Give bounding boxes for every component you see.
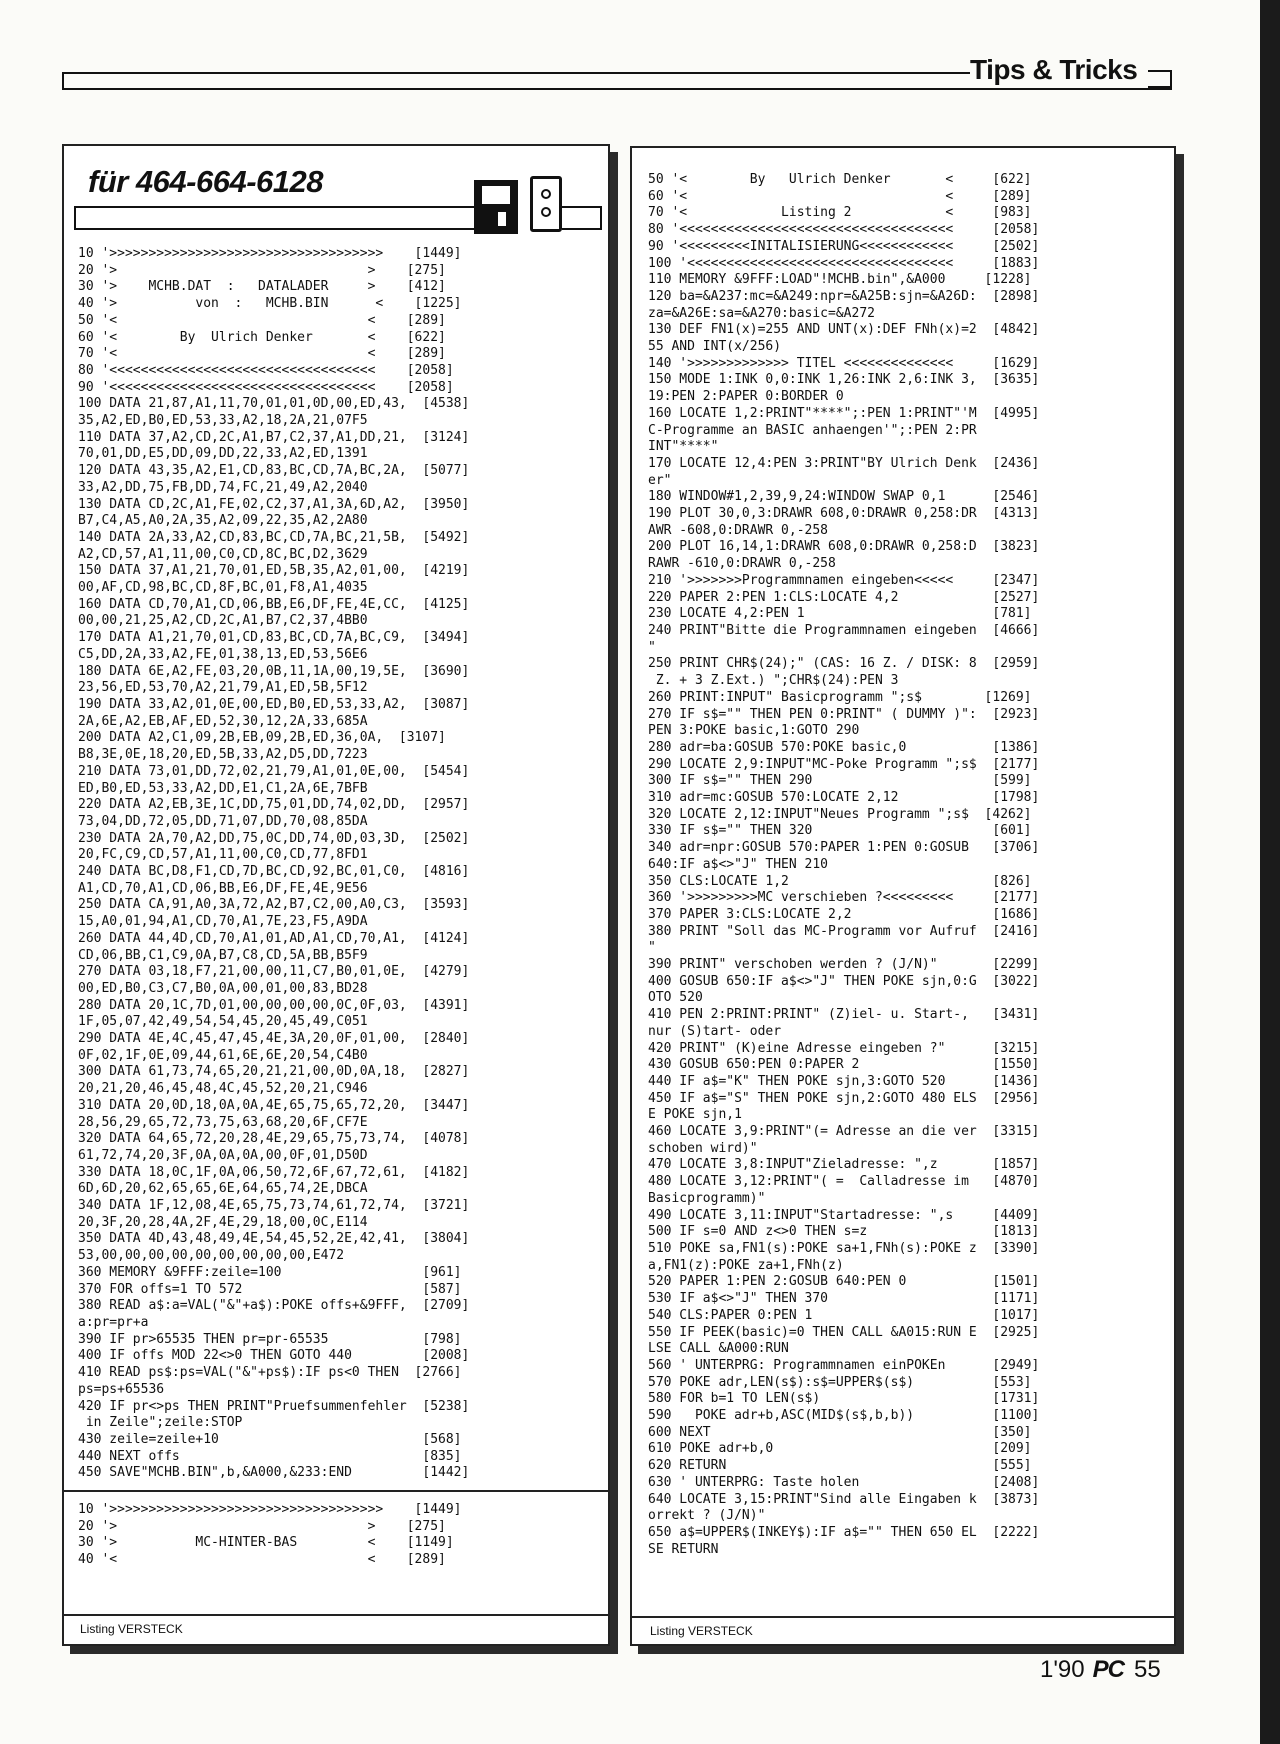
code-line: 320 DATA 64,65,72,20,28,4E,29,65,75,73,74, [4078]	[78, 1131, 470, 1147]
code-line: 430 GOSUB 650:PEN 0:PAPER 2 [1550]	[648, 1057, 1040, 1073]
code-line: 390 IF pr>65535 THEN pr=pr-65535 [798]	[78, 1331, 462, 1347]
code-line: 390 PRINT" verschoben werden ? (J/N)" [2299]	[648, 957, 1040, 973]
code-line: 380 READ a$:a=VAL("&"+a$):POKE offs+&9FFF, [2709]	[78, 1298, 470, 1314]
code-listing-2	[648, 172, 1039, 1558]
code-line: 410 PEN 2:PRINT:PRINT" (Z)iel- u. Start-, [3431]	[648, 1007, 1040, 1023]
code-line: PEN 3:POKE basic,1:GOTO 290	[648, 723, 860, 739]
code-line: OTO 520	[648, 990, 703, 1006]
floppy-disk-icon	[474, 180, 518, 234]
code-listing-datalader	[78, 246, 469, 1482]
code-line: 340 adr=npr:GOSUB 570:PAPER 1:PEN 0:GOSUB [3706]	[648, 840, 1040, 856]
code-line: 300 IF s$="" THEN 290 [599]	[648, 773, 1032, 789]
banner-box	[74, 206, 478, 230]
code-line: ps=ps+65536	[78, 1381, 165, 1397]
code-line: 53,00,00,00,00,00,00,00,00,00,E472	[78, 1248, 345, 1264]
code-line: 6D,6D,20,62,65,65,6E,64,65,74,2E,DBCA	[78, 1181, 368, 1197]
code-line: 90 '<<<<<<<<<<<<<<<<<<<<<<<<<<<<<<<<<< [2058]	[78, 379, 454, 395]
code-line: 73,04,DD,72,05,DD,71,07,DD,70,08,85DA	[78, 813, 368, 829]
code-line: 230 LOCATE 4,2:PEN 1 [781]	[648, 606, 1032, 622]
listing-caption: Listing VERSTECK	[650, 1624, 753, 1638]
code-line: A2,CD,57,A1,11,00,C0,CD,8C,BC,D2,3629	[78, 546, 368, 562]
code-line: a:pr=pr+a	[78, 1315, 149, 1330]
code-line: 30 '> MCHB.DAT : DATALADER > [412]	[78, 279, 446, 295]
code-line: 170 LOCATE 12,4:PEN 3:PRINT"BY Ulrich Denk [2436]	[648, 455, 1040, 471]
code-line: 20,21,20,46,45,48,4C,45,52,20,21,C946	[78, 1081, 368, 1097]
code-line: 0F,02,1F,0E,09,44,61,6E,6E,20,54,C4B0	[78, 1047, 368, 1063]
code-line: 210 DATA 73,01,DD,72,02,21,79,A1,01,0E,00, [5454]	[78, 763, 470, 779]
code-line: 190 PLOT 30,0,3:DRAWR 608,0:DRAWR 0,258:DR [4313]	[648, 506, 1040, 522]
code-line: 140 '>>>>>>>>>>>>> TITEL <<<<<<<<<<<<<< [1629]	[648, 355, 1040, 371]
listing-panel-right	[630, 146, 1176, 1646]
code-line: 460 LOCATE 3,9:PRINT"(= Adresse an die ver [3315]	[648, 1124, 1040, 1140]
code-line: 280 DATA 20,1C,7D,01,00,00,00,00,0C,0F,03, [4391]	[78, 997, 470, 1013]
code-line: 610 POKE adr+b,0 [209]	[648, 1441, 1032, 1457]
code-line: 650 a$=UPPER$(INKEY$):IF a$="" THEN 650 EL [2222]	[648, 1524, 1040, 1540]
code-line: 110 DATA 37,A2,CD,2C,A1,B7,C2,37,A1,DD,21, [3124]	[78, 429, 470, 445]
code-line: 150 MODE 1:INK 0,0:INK 1,26:INK 2,6:INK 3, [3635]	[648, 372, 1040, 388]
code-line: orrekt ? (J/N)"	[648, 1508, 766, 1524]
code-line: 500 IF s=0 AND z<>0 THEN s=z [1813]	[648, 1224, 1040, 1240]
code-line: 120 ba=&A237:mc=&A249:npr=&A25B:sjn=&A26D: [2898]	[648, 288, 1040, 304]
code-line: 330 IF s$="" THEN 320 [601]	[648, 823, 1032, 839]
caption-divider	[632, 1616, 1174, 1618]
code-line: INT"****"	[648, 439, 719, 455]
code-line: ED,B0,ED,53,33,A2,DD,E1,C1,2A,6E,7BFB	[78, 780, 368, 796]
code-line: 620 RETURN [555]	[648, 1458, 1032, 1474]
code-line: 20 '> > [275]	[78, 1518, 446, 1534]
code-line: 480 LOCATE 3,12:PRINT"( = Calladresse im [4870]	[648, 1174, 1040, 1190]
code-line: B7,C4,A5,A0,2A,35,A2,09,22,35,A2,2A80	[78, 513, 368, 529]
code-line: 290 DATA 4E,4C,45,47,45,4E,3A,20,0F,01,00, [2840]	[78, 1031, 470, 1047]
code-line: 23,56,ED,53,70,A2,21,79,A1,ED,5B,5F12	[78, 680, 368, 696]
code-line: 130 DEF FN1(x)=255 AND UNT(x):DEF FNh(x)=2 [4842]	[648, 322, 1040, 338]
code-line: 160 LOCATE 1,2:PRINT"****";:PEN 1:PRINT"'M [4995]	[648, 405, 1040, 421]
code-line: SE RETURN	[648, 1541, 719, 1557]
code-line: 240 PRINT"Bitte die Programmnamen eingeben [4666]	[648, 622, 1040, 638]
listing-panel-left	[62, 144, 610, 1646]
code-line: 290 LOCATE 2,9:INPUT"MC-Poke Programm ";s$ [2177]	[648, 756, 1040, 772]
code-line: 360 '>>>>>>>>>MC verschieben ?<<<<<<<<< [2177]	[648, 890, 1040, 906]
code-line: 640:IF a$<>"J" THEN 210	[648, 856, 829, 872]
code-line: 160 DATA CD,70,A1,CD,06,BB,E6,DF,FE,4E,CC, [4125]	[78, 596, 470, 612]
cassette-tape-icon	[530, 176, 562, 232]
code-line: 280 adr=ba:GOSUB 570:POKE basic,0 [1386]	[648, 739, 1040, 755]
code-line: "	[648, 639, 656, 655]
code-line: E POKE sjn,1	[648, 1107, 742, 1123]
code-line: 15,A0,01,94,A1,CD,70,A1,7E,23,F5,A9DA	[78, 914, 368, 930]
code-line: 330 DATA 18,0C,1F,0A,06,50,72,6F,67,72,61, [4182]	[78, 1164, 470, 1180]
code-line: 80 '<<<<<<<<<<<<<<<<<<<<<<<<<<<<<<<<<< [2058]	[78, 362, 454, 378]
code-line: LSE CALL &A000:RUN	[648, 1341, 789, 1357]
code-line: a,FN1(z):POKE za+1,FNh(z)	[648, 1257, 844, 1273]
code-line: 90 '<<<<<<<<<INITALISIERUNG<<<<<<<<<<<< [2502]	[648, 238, 1040, 254]
section-title: Tips & Tricks	[970, 54, 1138, 85]
code-line: 220 DATA A2,EB,3E,1C,DD,75,01,DD,74,02,DD, [2957]	[78, 797, 470, 813]
code-line: 20,3F,20,28,4A,2F,4E,29,18,00,0C,E114	[78, 1214, 368, 1230]
code-line: 530 IF a$<>"J" THEN 370 [1171]	[648, 1291, 1040, 1307]
code-line: A1,CD,70,A1,CD,06,BB,E6,DF,FE,4E,9E56	[78, 880, 368, 896]
banner-box-end	[562, 206, 602, 230]
issue-label: 1'90	[1040, 1656, 1085, 1683]
code-line: 70 '< < [289]	[78, 346, 446, 362]
listing-divider	[64, 1490, 608, 1492]
code-line: 00,ED,B0,C3,C7,B0,0A,00,01,00,83,BD28	[78, 980, 368, 996]
code-line: 410 READ ps$:ps=VAL("&"+ps$):IF ps<0 THEN [2766]	[78, 1365, 462, 1381]
code-line: 570 POKE adr,LEN(s$):s$=UPPER$(s$) [553]	[648, 1374, 1032, 1390]
code-line: 540 CLS:PAPER 0:PEN 1 [1017]	[648, 1307, 1040, 1323]
code-line: 260 DATA 44,4D,CD,70,A1,01,AD,A1,CD,70,A1, [4124]	[78, 930, 470, 946]
code-line: 50 '< < [289]	[78, 312, 446, 328]
code-line: 550 IF PEEK(basic)=0 THEN CALL &A015:RUN E [2925]	[648, 1324, 1040, 1340]
code-line: 130 DATA CD,2C,A1,FE,02,C2,37,A1,3A,6D,A2, [3950]	[78, 496, 470, 512]
code-line: 110 MEMORY &9FFF:LOAD"!MCHB.bin",&A000 [1228]	[648, 272, 1032, 288]
code-line: 28,56,29,65,72,73,75,63,68,20,6F,CF7E	[78, 1114, 368, 1130]
code-line: 70,01,DD,E5,DD,09,DD,22,33,A2,ED,1391	[78, 446, 368, 462]
code-line: 190 DATA 33,A2,01,0E,00,ED,B0,ED,53,33,A2, [3087]	[78, 696, 470, 712]
code-line: 450 IF a$="S" THEN POKE sjn,2:GOTO 480 ELS [2956]	[648, 1090, 1040, 1106]
code-line: 33,A2,DD,75,FB,DD,74,FC,21,49,A2,2040	[78, 479, 368, 495]
code-line: za=&A26E:sa=&A270:basic=&A272	[648, 305, 875, 321]
code-line: 370 FOR offs=1 TO 572 [587]	[78, 1281, 462, 1297]
code-line: 430 zeile=zeile+10 [568]	[78, 1431, 462, 1447]
code-line: in Zeile";zeile:STOP	[78, 1415, 243, 1431]
magazine-logo: PC	[1092, 1656, 1124, 1683]
header-rule-line	[62, 72, 970, 74]
code-line: 40 '< < [289]	[78, 1552, 446, 1568]
code-line: 70 '< Listing 2 < [983]	[648, 205, 1032, 221]
code-line: 180 WINDOW#1,2,39,9,24:WINDOW SWAP 0,1 [2546]	[648, 489, 1040, 505]
code-line: schoben wird)"	[648, 1140, 758, 1156]
code-line: 80 '<<<<<<<<<<<<<<<<<<<<<<<<<<<<<<<<<<< [2058]	[648, 222, 1040, 238]
code-line: 520 PAPER 1:PEN 2:GOSUB 640:PEN 0 [1501]	[648, 1274, 1040, 1290]
code-line: 420 IF pr<>ps THEN PRINT"Pruefsummenfehler [5238]	[78, 1398, 470, 1414]
code-line: 210 '>>>>>>>Programmnamen eingeben<<<<< [2347]	[648, 572, 1040, 588]
code-line: 55 AND INT(x/256)	[648, 339, 782, 355]
code-line: 560 ' UNTERPRG: Programmnamen einPOKEn [2949]	[648, 1357, 1040, 1373]
code-line: 400 GOSUB 650:IF a$<>"J" THEN POKE sjn,0:G [3022]	[648, 973, 1040, 989]
code-line: 60 '< By Ulrich Denker < [622]	[78, 329, 446, 345]
code-line: 360 MEMORY &9FFF:zeile=100 [961]	[78, 1264, 462, 1280]
code-line: 100 DATA 21,87,A1,11,70,01,01,0D,00,ED,43, [4538]	[78, 396, 470, 412]
code-line: 170 DATA A1,21,70,01,CD,83,BC,CD,7A,BC,C9, [3494]	[78, 630, 470, 646]
code-line: 630 ' UNTERPRG: Taste holen [2408]	[648, 1474, 1040, 1490]
code-line: 450 SAVE"MCHB.BIN",b,&A000,&233:END [1442]	[78, 1465, 470, 1481]
code-line: 240 DATA BC,D8,F1,CD,7D,BC,CD,92,BC,01,C0, [4816]	[78, 864, 470, 880]
code-line: 640 LOCATE 3,15:PRINT"Sind alle Eingaben k [3873]	[648, 1491, 1040, 1507]
code-line: 19:PEN 2:PAPER 0:BORDER 0	[648, 389, 844, 405]
code-line: C5,DD,2A,33,A2,FE,01,38,13,ED,53,56E6	[78, 646, 368, 662]
code-line: 10 '>>>>>>>>>>>>>>>>>>>>>>>>>>>>>>>>>>> [1449]	[78, 1502, 462, 1517]
system-title: für 464-664-6128	[88, 164, 323, 199]
code-line: 1F,05,07,42,49,54,54,45,20,45,49,C051	[78, 1014, 368, 1030]
code-line: 250 PRINT CHR$(24);" (CAS: 16 Z. / DISK: 8 [2959]	[648, 656, 1040, 672]
code-line: RAWR -610,0:DRAWR 0,-258	[648, 556, 836, 572]
code-line: 00,AF,CD,98,BC,CD,8F,BC,01,F8,A1,4035	[78, 580, 368, 596]
code-line: 300 DATA 61,73,74,65,20,21,21,00,0D,0A,18, [2827]	[78, 1064, 470, 1080]
code-line: 2A,6E,A2,EB,AF,ED,52,30,12,2A,33,685A	[78, 713, 368, 729]
code-line: 20 '> > [275]	[78, 262, 446, 278]
code-line: 30 '> MC-HINTER-BAS < [1149]	[78, 1535, 454, 1551]
code-line: B8,3E,0E,18,20,ED,5B,33,A2,D5,DD,7223	[78, 747, 368, 763]
code-line: 320 LOCATE 2,12:INPUT"Neues Programm ";s$ [4262]	[648, 806, 1032, 822]
code-line: 580 FOR b=1 TO LEN(s$) [1731]	[648, 1391, 1040, 1407]
code-line: 590 POKE adr+b,ASC(MID$(s$,b,b)) [1100]	[648, 1408, 1040, 1424]
code-line: 400 IF offs MOD 22<>0 THEN GOTO 440 [2008]	[78, 1348, 470, 1364]
code-line: Basicprogramm)"	[648, 1190, 766, 1206]
code-line: 470 LOCATE 3,8:INPUT"Zieladresse: ",z [1857]	[648, 1157, 1040, 1173]
code-line: Z. + 3 Z.Ext.) ";CHR$(24):PEN 3	[648, 673, 899, 689]
code-line: 250 DATA CA,91,A0,3A,72,A2,B7,C2,00,A0,C3, [3593]	[78, 897, 470, 913]
code-line: 60 '< < [289]	[648, 188, 1032, 204]
code-line: 420 PRINT" (K)eine Adresse eingeben ?" [3215]	[648, 1040, 1040, 1056]
code-listing-mc-hinter-bas	[78, 1502, 462, 1569]
code-line: 140 DATA 2A,33,A2,CD,83,BC,CD,7A,BC,21,5B, [5492]	[78, 529, 470, 545]
code-line: 61,72,74,20,3F,0A,0A,0A,00,0F,01,D50D	[78, 1147, 368, 1163]
code-line: 220 PAPER 2:PEN 1:CLS:LOCATE 4,2 [2527]	[648, 589, 1040, 605]
code-line: 600 NEXT [350]	[648, 1424, 1032, 1440]
code-line: 370 PAPER 3:CLS:LOCATE 2,2 [1686]	[648, 906, 1040, 922]
code-line: 350 CLS:LOCATE 1,2 [826]	[648, 873, 1032, 889]
code-line: 340 DATA 1F,12,08,4E,65,75,73,74,61,72,74, [3721]	[78, 1198, 470, 1214]
listing-caption: Listing VERSTECK	[80, 1622, 183, 1636]
code-line: 510 POKE sa,FN1(s):POKE sa+1,FNh(s):POKE z [3390]	[648, 1241, 1040, 1256]
page-number: 55	[1133, 1656, 1161, 1683]
header-rule-bottom	[62, 88, 1172, 90]
system-banner	[74, 160, 600, 240]
code-line: 270 DATA 03,18,F7,21,00,00,11,C7,B0,01,0E, [4279]	[78, 964, 470, 980]
code-line: 35,A2,ED,B0,ED,53,33,A2,18,2A,21,07F5	[78, 413, 368, 429]
code-line: er"	[648, 472, 672, 488]
code-line: 50 '< By Ulrich Denker < [622]	[648, 172, 1032, 187]
code-line: 00,00,21,25,A2,CD,2C,A1,B7,C2,37,4BB0	[78, 613, 368, 629]
caption-divider	[64, 1614, 608, 1616]
code-line: 120 DATA 43,35,A2,E1,CD,83,BC,CD,7A,BC,2A, [5077]	[78, 463, 470, 479]
code-line: 490 LOCATE 3,11:INPUT"Startadresse: ",s [4409]	[648, 1207, 1040, 1223]
header-rule-end	[1148, 70, 1172, 88]
code-line: 200 PLOT 16,14,1:DRAWR 608,0:DRAWR 0,258:D [3823]	[648, 539, 1040, 555]
code-line: 100 '<<<<<<<<<<<<<<<<<<<<<<<<<<<<<<<<<< [1883]	[648, 255, 1040, 271]
code-line: nur (S)tart- oder	[648, 1023, 782, 1039]
code-line: 270 IF s$="" THEN PEN 0:PRINT" ( DUMMY )": [2923]	[648, 706, 1040, 722]
code-line: 350 DATA 4D,43,48,49,4E,54,45,52,2E,42,41, [3804]	[78, 1231, 470, 1247]
code-line: 200 DATA A2,C1,09,2B,EB,09,2B,ED,36,0A, [3107]	[78, 730, 446, 746]
code-line: 310 adr=mc:GOSUB 570:LOCATE 2,12 [1798]	[648, 790, 1040, 806]
code-line: 180 DATA 6E,A2,FE,03,20,0B,11,1A,00,19,5E, [3690]	[78, 663, 470, 679]
code-line: 150 DATA 37,A1,21,70,01,ED,5B,35,A2,01,00, [4219]	[78, 563, 470, 579]
code-line: 440 NEXT offs [835]	[78, 1448, 462, 1464]
code-line: CD,06,BB,C1,C9,0A,B7,C8,CD,5A,BB,B5F9	[78, 947, 368, 963]
code-line: 310 DATA 20,0D,18,0A,0A,4E,65,75,65,72,20, [3447]	[78, 1097, 470, 1113]
page-edge-strip	[1260, 0, 1280, 1744]
code-line: 40 '> von : MCHB.BIN < [1225]	[78, 296, 462, 312]
code-line: 20,FC,C9,CD,57,A1,11,00,C0,CD,77,8FD1	[78, 847, 368, 863]
code-line: 260 PRINT:INPUT" Basicprogramm ";s$ [1269]	[648, 689, 1032, 705]
code-line: 380 PRINT "Soll das MC-Programm vor Aufruf [2416]	[648, 923, 1040, 939]
code-line: 230 DATA 2A,70,A2,DD,75,0C,DD,74,0D,03,3D, [2502]	[78, 830, 470, 846]
code-line: C-Programme an BASIC anhaengen'";:PEN 2:PR	[648, 422, 977, 438]
code-line: "	[648, 940, 656, 956]
page-footer	[1040, 1656, 1161, 1684]
code-line: 10 '>>>>>>>>>>>>>>>>>>>>>>>>>>>>>>>>>>> [1449]	[78, 246, 462, 261]
code-line: AWR -608,0:DRAWR 0,-258	[648, 522, 829, 538]
code-line: 440 IF a$="K" THEN POKE sjn,3:GOTO 520 [1436]	[648, 1073, 1040, 1089]
